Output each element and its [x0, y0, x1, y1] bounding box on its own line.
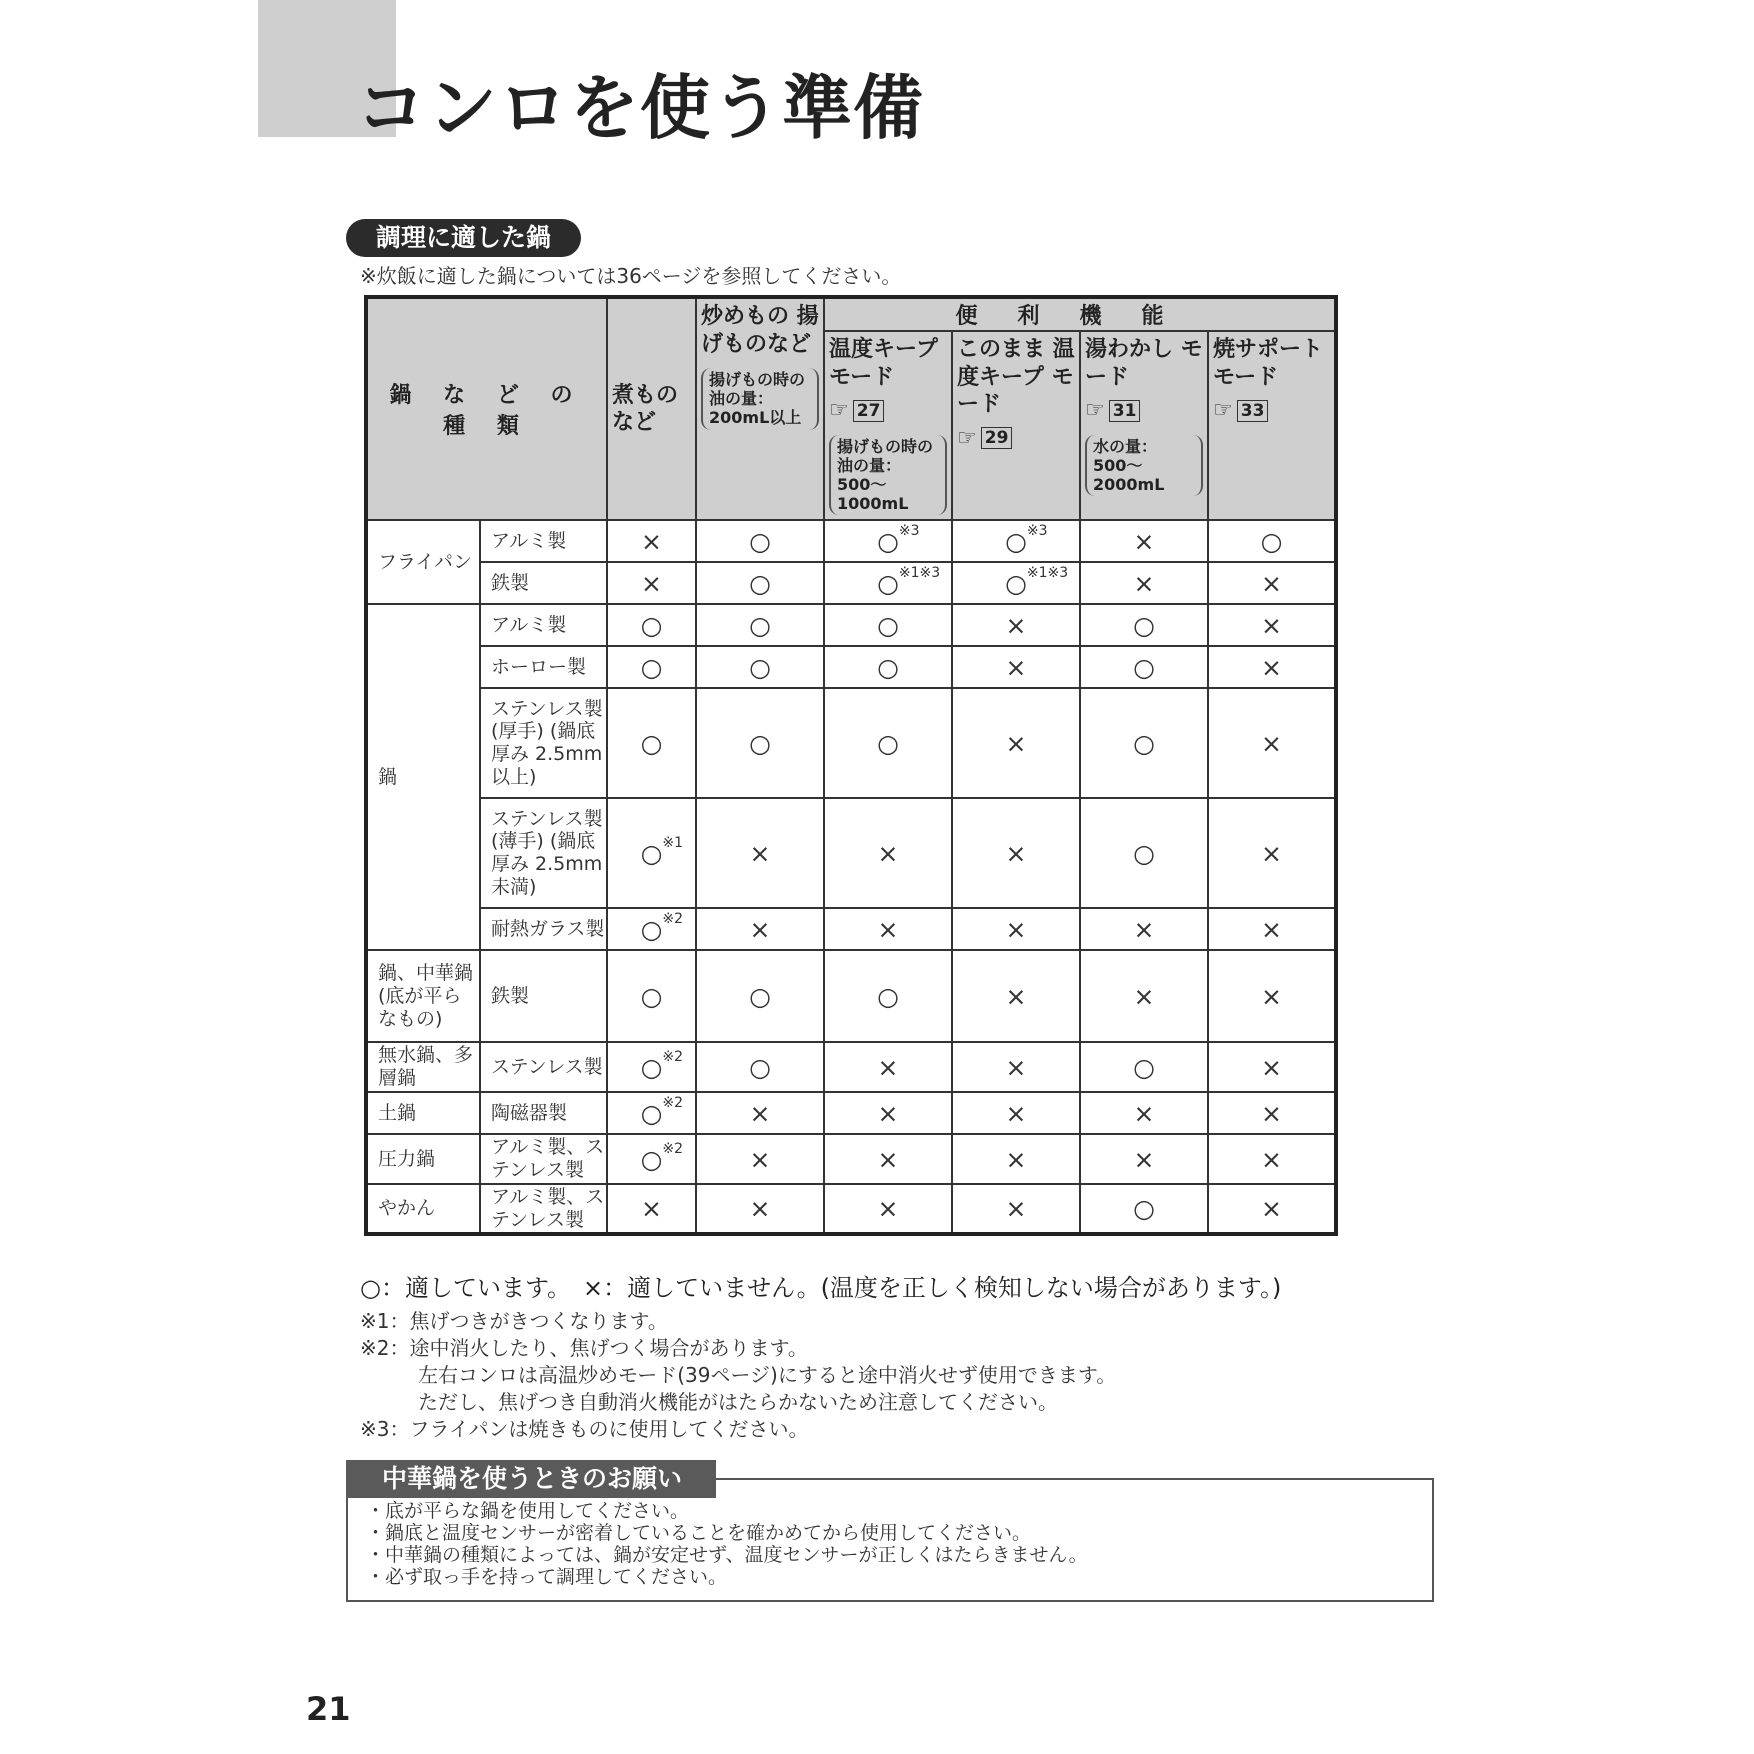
- row-category: 土鍋: [366, 1092, 480, 1134]
- cross-mark: ×: [1005, 914, 1027, 944]
- suitability-cell: [696, 1092, 824, 1134]
- suitability-cell: [607, 1042, 696, 1092]
- cross-mark: ×: [1005, 1052, 1027, 1082]
- suitability-cell: [824, 604, 952, 646]
- suitability-cell: [1080, 604, 1208, 646]
- footnote-2: ※2：途中消火したり、焦げつく場合があります。: [360, 1336, 808, 1360]
- table-row: [366, 1184, 1336, 1234]
- footnote-ref: ※1: [662, 834, 684, 851]
- row-category: 鍋、中華鍋 (底が平らなもの): [366, 950, 480, 1042]
- suitability-cell: [1208, 1134, 1336, 1184]
- row-category: 鍋: [366, 604, 480, 950]
- row-material: ステンレス製 (薄手) (鍋底厚み 2.5mm未満): [480, 798, 607, 908]
- circle-mark: ○: [749, 610, 771, 640]
- table-row: [366, 1092, 1336, 1134]
- header-keep: [824, 331, 952, 520]
- suitability-cell: [952, 562, 1080, 604]
- cross-mark: ×: [749, 1194, 771, 1224]
- page-number: 21: [306, 1690, 351, 1728]
- cross-mark: ×: [877, 1052, 899, 1082]
- suitability-cell: [1080, 908, 1208, 950]
- suitability-cell: [1208, 908, 1336, 950]
- suitability-cell: [1080, 798, 1208, 908]
- footnote-1: ※1：焦げつきがきつくなります。: [360, 1309, 668, 1333]
- pointing-hand-icon: ☞: [957, 425, 977, 451]
- circle-mark: ○: [1133, 652, 1155, 682]
- header-stay-label: このまま 温度キープ モード: [957, 337, 1075, 417]
- suitability-cell: [607, 646, 696, 688]
- table-row: [366, 798, 1336, 908]
- table-row: [366, 604, 1336, 646]
- suitability-cell: [607, 520, 696, 562]
- circle-mark: ○: [1133, 1194, 1155, 1224]
- cross-mark: ×: [877, 1098, 899, 1128]
- cross-mark: ×: [1133, 1098, 1155, 1128]
- footnote-3: ※3：フライパンは焼きものに使用してください。: [360, 1417, 809, 1441]
- suitability-cell: [696, 604, 824, 646]
- suitability-cell: [952, 1134, 1080, 1184]
- cross-mark: ×: [1005, 981, 1027, 1011]
- suitability-cell: [1208, 950, 1336, 1042]
- suitability-cell: [824, 562, 952, 604]
- row-material: ホーロー製: [480, 646, 607, 688]
- cross-mark: ×: [1261, 610, 1282, 640]
- suitability-cell: [824, 688, 952, 798]
- cross-mark: ×: [749, 838, 771, 868]
- cross-mark: ×: [1261, 1098, 1282, 1128]
- cross-mark: ×: [1261, 1144, 1282, 1174]
- suitability-cell: [1208, 1042, 1336, 1092]
- suitability-cell: [824, 950, 952, 1042]
- circle-mark: ○ ※2: [640, 1140, 684, 1174]
- circle-mark: ○: [877, 610, 899, 640]
- header-boil: 煮もの など: [607, 297, 696, 520]
- header-keep-ref[interactable]: ☞ 27: [829, 397, 884, 425]
- row-material: 鉄製: [480, 950, 607, 1042]
- suitability-cell: [607, 1184, 696, 1234]
- cross-mark: ×: [641, 568, 662, 598]
- suitability-cell: [1080, 1184, 1208, 1234]
- suitability-cell: [1080, 950, 1208, 1042]
- row-material: ステンレス製: [480, 1042, 607, 1092]
- footnote-2b: ただし、焦げつき自動消火機能がはたらかないため注意してください。: [418, 1390, 1058, 1414]
- suitability-cell: [607, 688, 696, 798]
- suitability-cell: [696, 1134, 824, 1184]
- suitability-cell: [1208, 646, 1336, 688]
- suitability-cell: [1080, 520, 1208, 562]
- cross-mark: ×: [1005, 838, 1027, 868]
- table-row: [366, 950, 1336, 1042]
- header-kind: 鍋 な ど の 種 類: [366, 297, 607, 520]
- header-fry-sub: 揚げもの時の 油の量：200mL以上: [701, 368, 819, 430]
- cross-mark: ×: [1133, 526, 1155, 556]
- table-row: [366, 1134, 1336, 1184]
- suitability-cell: [824, 1184, 952, 1234]
- suitability-cell: [1208, 1092, 1336, 1134]
- footnotes: [360, 1308, 1116, 1443]
- cross-mark: ×: [1261, 568, 1282, 598]
- caution-item: ・底が平らな鍋を使用してください。: [366, 1500, 690, 1522]
- footnote-ref: ※3: [898, 522, 920, 539]
- cross-mark: ×: [1261, 1194, 1282, 1224]
- suitability-cell: [824, 1092, 952, 1134]
- circle-mark: ○: [749, 981, 771, 1011]
- row-material: 陶磁器製: [480, 1092, 607, 1134]
- circle-mark: ○ ※3: [877, 522, 920, 556]
- cross-mark: ×: [1005, 652, 1027, 682]
- table-row: [366, 908, 1336, 950]
- row-material: アルミ製、ステンレス製: [480, 1184, 607, 1234]
- table-row: [366, 646, 1336, 688]
- circle-mark: ○: [640, 981, 663, 1011]
- suitability-cell: [1080, 1092, 1208, 1134]
- circle-mark: ○: [640, 610, 663, 640]
- suitability-cell: [824, 798, 952, 908]
- circle-mark: ○ ※2: [640, 1094, 684, 1128]
- page-title: コンロを使う準備: [356, 67, 924, 149]
- pot-suitability-table: [364, 295, 1338, 1236]
- suitability-cell: [607, 604, 696, 646]
- pointing-hand-icon: ☞: [1085, 398, 1105, 423]
- row-category: 無水鍋、多層鍋: [366, 1042, 480, 1092]
- header-kettle-ref[interactable]: ☞ 31: [1085, 397, 1140, 425]
- cross-mark: ×: [1261, 838, 1282, 868]
- cross-mark: ×: [877, 838, 899, 868]
- section-note: ※炊飯に適した鍋については36ページを参照してください。: [360, 264, 902, 288]
- cross-mark: ×: [1005, 610, 1027, 640]
- cross-mark: ×: [749, 1098, 771, 1128]
- suitability-cell: [696, 688, 824, 798]
- suitability-cell: [607, 562, 696, 604]
- row-material: ステンレス製 (厚手) (鍋底厚み 2.5mm以上): [480, 688, 607, 798]
- cross-mark: ×: [1261, 652, 1282, 682]
- circle-mark: ○ ※2: [640, 1048, 684, 1082]
- circle-mark: ○: [749, 1052, 771, 1082]
- row-category: やかん: [366, 1184, 480, 1234]
- table-row: [366, 562, 1336, 604]
- suitability-cell: [952, 798, 1080, 908]
- circle-mark: ○: [1260, 526, 1283, 556]
- header-grill: [1208, 331, 1336, 520]
- footnote-ref: ※3: [1026, 522, 1048, 539]
- cross-mark: ×: [1005, 728, 1027, 758]
- suitability-cell: [696, 950, 824, 1042]
- cross-mark: ×: [877, 914, 899, 944]
- section-heading: 調理に適した鍋: [346, 219, 581, 257]
- suitability-cell: [1208, 1184, 1336, 1234]
- suitability-cell: [1080, 1042, 1208, 1092]
- footnote-ref: ※2: [662, 1048, 684, 1065]
- suitability-cell: [696, 798, 824, 908]
- footnote-2a: 左右コンロは高温炒めモード(39ページ)にすると途中消火せず使用できます。: [418, 1363, 1117, 1387]
- circle-mark: ○: [640, 652, 663, 682]
- circle-mark: ○: [877, 652, 899, 682]
- circle-mark: ○: [749, 526, 771, 556]
- row-material: アルミ製: [480, 520, 607, 562]
- circle-mark: ○: [877, 981, 899, 1011]
- circle-mark: ○ ※1※3: [1005, 564, 1069, 598]
- table-row: [366, 520, 1336, 562]
- table-row: [366, 688, 1336, 798]
- caution-item: ・中華鍋の種類によっては、鍋が安定せず、温度センサーが正しくはたらきません。: [366, 1544, 1088, 1566]
- suitability-cell: [1080, 646, 1208, 688]
- suitability-cell: [824, 1134, 952, 1184]
- footnote-ref: ※2: [662, 1094, 684, 1111]
- row-material: 鉄製: [480, 562, 607, 604]
- header-group: 便利機能: [824, 297, 1336, 331]
- cross-mark: ×: [1261, 914, 1282, 944]
- cross-mark: ×: [641, 1194, 662, 1224]
- suitability-cell: [824, 908, 952, 950]
- pointing-hand-icon: ☞: [829, 398, 849, 423]
- circle-mark: ○ ※3: [1005, 522, 1048, 556]
- suitability-cell: [1208, 798, 1336, 908]
- circle-mark: ○: [749, 728, 771, 758]
- header-kettle-label: 湯わかし モード: [1085, 337, 1203, 390]
- header-grill-ref[interactable]: ☞ 33: [1213, 397, 1268, 425]
- row-material: アルミ製: [480, 604, 607, 646]
- suitability-cell: [952, 646, 1080, 688]
- suitability-cell: [1208, 688, 1336, 798]
- header-keep-sub: 揚げもの時の 油の量：500〜1000mL: [829, 435, 947, 516]
- header-keep-label: 温度キープ モード: [829, 337, 938, 390]
- cross-mark: ×: [1133, 981, 1155, 1011]
- suitability-cell: [607, 1134, 696, 1184]
- circle-mark: ○: [749, 568, 771, 598]
- suitability-cell: [607, 908, 696, 950]
- cross-mark: ×: [1261, 728, 1282, 758]
- suitability-cell: [1080, 1134, 1208, 1184]
- caution-item: ・必ず取っ手を持って調理してください。: [366, 1566, 728, 1588]
- header-fry: [696, 297, 824, 520]
- suitability-cell: [824, 1042, 952, 1092]
- cross-mark: ×: [1005, 1194, 1027, 1224]
- suitability-cell: [952, 1042, 1080, 1092]
- suitability-cell: [952, 604, 1080, 646]
- row-category: フライパン: [366, 520, 480, 604]
- suitability-cell: [952, 688, 1080, 798]
- suitability-cell: [952, 1092, 1080, 1134]
- cross-mark: ×: [1133, 568, 1155, 598]
- cross-mark: ×: [749, 914, 771, 944]
- suitability-cell: [696, 646, 824, 688]
- suitability-cell: [607, 950, 696, 1042]
- suitability-cell: [1208, 562, 1336, 604]
- table-body: [366, 520, 1336, 1234]
- suitability-cell: [696, 1184, 824, 1234]
- cross-mark: ×: [877, 1144, 899, 1174]
- circle-mark: ○ ※1: [640, 834, 684, 868]
- cross-mark: ×: [1133, 1144, 1155, 1174]
- suitability-cell: [952, 908, 1080, 950]
- row-material: アルミ製、ステンレス製: [480, 1134, 607, 1184]
- circle-mark: ○ ※1※3: [877, 564, 941, 598]
- pointing-hand-icon: ☞: [1213, 398, 1233, 423]
- header-kettle-sub: 水の量：500〜2000mL: [1085, 435, 1203, 497]
- circle-mark: ○: [1133, 610, 1155, 640]
- cross-mark: ×: [641, 526, 662, 556]
- circle-mark: ○: [1133, 838, 1155, 868]
- footnote-ref: ※1※3: [898, 564, 941, 581]
- suitability-cell: [696, 562, 824, 604]
- circle-mark: ○: [877, 728, 899, 758]
- suitability-cell: [1208, 604, 1336, 646]
- circle-mark: ○: [749, 652, 771, 682]
- footnote-ref: ※2: [662, 1140, 684, 1157]
- circle-mark: ○ ※2: [640, 910, 684, 944]
- caution-item: ・鍋底と温度センサーが密着していることを確かめてから使用してください。: [366, 1522, 1032, 1544]
- cross-mark: ×: [1133, 914, 1155, 944]
- suitability-cell: [952, 1184, 1080, 1234]
- suitability-cell: [1080, 562, 1208, 604]
- cross-mark: ×: [877, 1194, 899, 1224]
- circle-mark: ○: [1133, 1052, 1155, 1082]
- suitability-cell: [607, 1092, 696, 1134]
- caution-heading: 中華鍋を使うときのお願い: [346, 1460, 716, 1498]
- header-fry-label: 炒めもの 揚げものなど: [701, 304, 819, 357]
- cross-mark: ×: [1261, 981, 1282, 1011]
- circle-mark: ○: [640, 728, 663, 758]
- suitability-cell: [607, 798, 696, 908]
- suitability-cell: [696, 1042, 824, 1092]
- footnote-ref: ※2: [662, 910, 684, 927]
- row-category: 圧力鍋: [366, 1134, 480, 1184]
- table-row: [366, 1042, 1336, 1092]
- legend: ○：適しています。 ×：適していません。(温度を正しく検知しない場合があります。): [360, 1274, 1282, 1302]
- suitability-cell: [952, 950, 1080, 1042]
- suitability-cell: [696, 520, 824, 562]
- header-stay-ref[interactable]: ☞ 29: [957, 425, 1012, 453]
- suitability-cell: [1080, 688, 1208, 798]
- cross-mark: ×: [1005, 1098, 1027, 1128]
- row-material: 耐熱ガラス製: [480, 908, 607, 950]
- cross-mark: ×: [1261, 1052, 1282, 1082]
- cross-mark: ×: [1005, 1144, 1027, 1174]
- cross-mark: ×: [749, 1144, 771, 1174]
- suitability-cell: [824, 520, 952, 562]
- circle-mark: ○: [1133, 728, 1155, 758]
- suitability-cell: [824, 646, 952, 688]
- suitability-cell: [696, 908, 824, 950]
- footnote-ref: ※1※3: [1026, 564, 1069, 581]
- suitability-cell: [1208, 520, 1336, 562]
- header-kettle: [1080, 331, 1208, 520]
- suitability-cell: [952, 520, 1080, 562]
- header-grill-label: 焼サポート モード: [1213, 337, 1324, 390]
- header-stay: [952, 331, 1080, 520]
